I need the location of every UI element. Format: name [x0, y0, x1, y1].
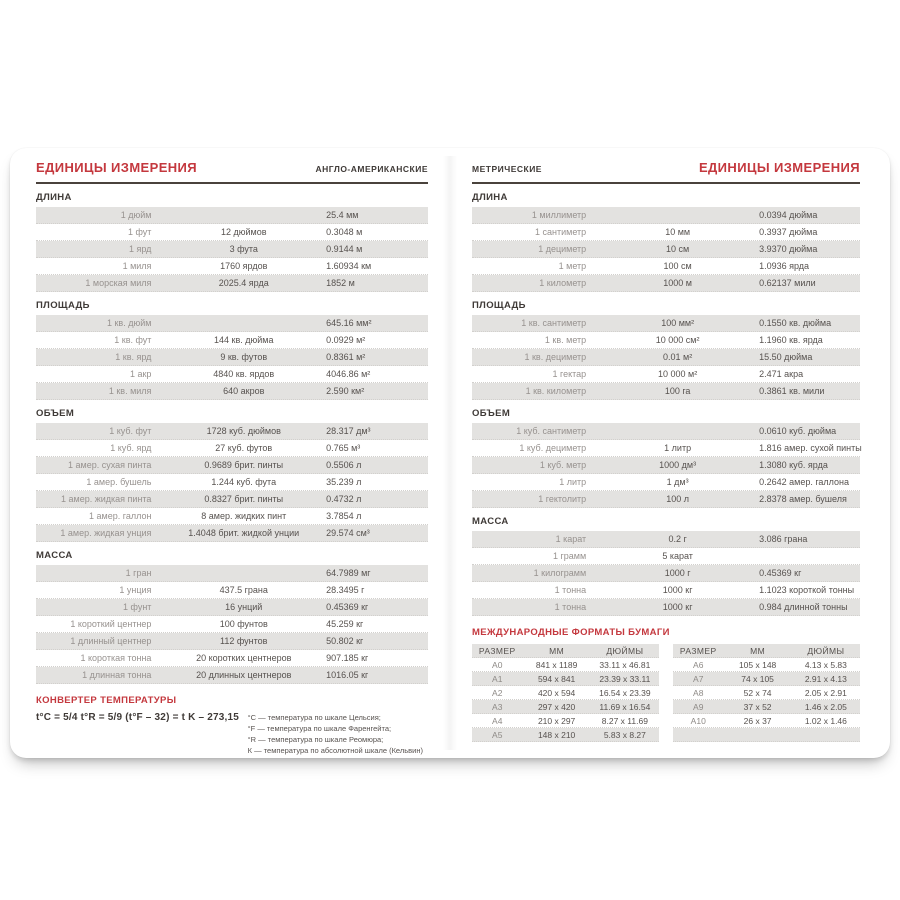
table-row [472, 599, 860, 616]
table-cell: 1.4048 брит. жидкой унции [188, 528, 300, 538]
table-cell: A5 [492, 729, 503, 740]
table-row [36, 616, 428, 633]
table-cell: 1.816 амер. сухой пинты [759, 443, 862, 453]
table-cell: 0.9689 брит. пинты [204, 460, 284, 470]
table-cell: 0.62137 мили [759, 278, 816, 288]
table-cell: 3.7854 л [326, 511, 362, 521]
table-cell: 1 куб. ярд [110, 443, 152, 453]
table-cell: 0.765 м³ [326, 443, 361, 453]
table-row [472, 423, 860, 440]
planner-spread [10, 148, 890, 758]
right-page-header [472, 160, 860, 178]
table-cell: 1 миллиметр [531, 210, 587, 220]
table-row [36, 258, 428, 275]
table-row [472, 224, 860, 241]
table-cell: 0.984 длинной тонны [759, 602, 848, 612]
table-cell: 1 метр [558, 261, 587, 271]
table-row [472, 714, 659, 728]
table-cell: 1.46 x 2.05 [804, 701, 847, 712]
table-cell: A7 [693, 673, 704, 684]
table-cell: 1 куб. метр [539, 460, 587, 470]
table-row [472, 332, 860, 349]
section-volume-metric [472, 408, 860, 508]
right-page [450, 148, 890, 758]
table-cell: 100 см [663, 261, 692, 271]
table-cell: 25.4 мм [326, 210, 359, 220]
table-cell: 5 карат [662, 551, 693, 561]
table-cell: 0.2 г [668, 534, 687, 544]
table-cell: 1 короткая тонна [80, 653, 152, 663]
paper-format-tables [472, 644, 860, 742]
table-cell: 437.5 грана [219, 585, 268, 595]
table-cell: 1 кв. дециметр [524, 352, 587, 362]
section-title: ПЛОЩАДЬ [472, 300, 526, 311]
table-row [472, 241, 860, 258]
table-header-row [472, 644, 659, 658]
section-mass-imperial [36, 550, 428, 684]
section-title: ПЛОЩАДЬ [36, 300, 90, 311]
paper-table-a6-a10 [673, 644, 860, 742]
table-cell: 297 x 420 [537, 701, 576, 712]
table-cell: 1 кв. фут [114, 335, 152, 345]
table-row [673, 714, 860, 728]
right-header-rule [472, 182, 860, 184]
temperature-notes [248, 712, 428, 756]
table-cell: 1.0936 ярда [759, 261, 810, 271]
table-cell: 37 x 52 [743, 701, 772, 712]
table-cell: 1 кв. километр [525, 386, 587, 396]
table-cell: 1.1960 кв. ярда [759, 335, 823, 345]
table-cell: 645.16 мм² [326, 318, 372, 328]
right-page-title: ЕДИНИЦЫ ИЗМЕРЕНИЯ [698, 160, 860, 175]
table-cell: 29.574 см³ [326, 528, 370, 538]
table-cell: 1 дюйм [120, 210, 152, 220]
table-row [472, 531, 860, 548]
table-row [36, 366, 428, 383]
left-page [10, 148, 450, 758]
table-row [36, 440, 428, 457]
table-cell: 1.3080 куб. ярда [759, 460, 828, 470]
table-cell: 1 фут [128, 227, 152, 237]
table-cell: 907.185 кг [326, 653, 369, 663]
table-cell: 10 см [666, 244, 690, 254]
table-cell: 2.8378 амер. бушеля [759, 494, 847, 504]
table-cell: 9 кв. футов [220, 352, 268, 362]
volume-imperial-table [36, 423, 428, 542]
table-cell: 1 гектолитр [538, 494, 587, 504]
table-cell: 50.802 кг [326, 636, 364, 646]
table-cell: 0.2642 амер. галлона [759, 477, 850, 487]
table-cell: 1000 м [663, 278, 692, 288]
table-cell: 20 коротких центнеров [196, 653, 292, 663]
table-row [36, 349, 428, 366]
table-row [472, 315, 860, 332]
table-row [472, 728, 659, 742]
table-cell: 1 морская миля [85, 278, 152, 288]
table-row [673, 700, 860, 714]
temperature-converter-title: КОНВЕРТЕР ТЕМПЕРАТУРЫ [36, 695, 177, 706]
table-cell: 3.9370 дюйма [759, 244, 818, 254]
section-length-metric [472, 192, 860, 292]
table-cell: 1 гран [125, 568, 152, 578]
table-row [472, 258, 860, 275]
table-row [472, 349, 860, 366]
table-cell: 45.259 кг [326, 619, 364, 629]
temperature-converter-body [36, 712, 428, 756]
table-cell: 100 фунтов [219, 619, 268, 629]
table-cell: 1852 м [326, 278, 355, 288]
table-cell: 1 грамм [552, 551, 587, 561]
table-cell: 100 га [664, 386, 691, 396]
table-cell: 16 унций [225, 602, 263, 612]
table-row [36, 582, 428, 599]
table-cell: A3 [492, 701, 503, 712]
table-cell: 112 фунтов [220, 636, 268, 646]
table-row [36, 207, 428, 224]
length-metric-table [472, 207, 860, 292]
table-cell: 1 литр [559, 477, 587, 487]
table-cell: A9 [693, 701, 704, 712]
table-cell: 1 карат [555, 534, 587, 544]
table-row [472, 366, 860, 383]
table-cell: 1 кв. сантиметр [521, 318, 587, 328]
table-cell: 11.69 x 16.54 [599, 701, 651, 712]
table-cell: 26 x 37 [743, 715, 772, 726]
table-row [36, 224, 428, 241]
table-cell: 105 x 148 [738, 659, 777, 670]
paper-formats-title: МЕЖДУНАРОДНЫЕ ФОРМАТЫ БУМАГИ [472, 627, 670, 638]
column-header: РАЗМЕР [679, 645, 717, 656]
table-cell: 1 километр [539, 278, 587, 288]
table-row [472, 686, 659, 700]
table-row [472, 672, 659, 686]
table-cell: 1 дециметр [538, 244, 587, 254]
temperature-note-reaumur: °R — температура по шкале Реомюра; [247, 735, 384, 744]
area-imperial-table [36, 315, 428, 400]
left-header-rule [36, 182, 428, 184]
table-cell: A0 [492, 659, 503, 670]
table-row [36, 332, 428, 349]
table-cell: 0.0929 м² [326, 335, 366, 345]
column-header: РАЗМЕР [478, 645, 516, 656]
table-cell: 2.91 x 4.13 [804, 673, 847, 684]
table-row [472, 440, 860, 457]
table-cell: 1 короткий центнер [70, 619, 152, 629]
table-header-row [673, 644, 860, 658]
table-cell: 640 акров [223, 386, 265, 396]
table-cell: 1.02 x 1.46 [804, 715, 847, 726]
table-cell: 0.0394 дюйма [759, 210, 818, 220]
table-cell: 10 мм [665, 227, 691, 237]
table-cell: 1 дм³ [666, 477, 689, 487]
table-cell: 1 куб. фут [109, 426, 152, 436]
table-row [36, 508, 428, 525]
table-row [36, 315, 428, 332]
table-cell: 2.05 x 2.91 [804, 687, 847, 698]
temperature-formula: t°C = 5/4 t°R = 5/9 (t°F – 32) = t K – 273,15 [36, 712, 240, 723]
table-cell: 1.244 куб. фута [211, 477, 277, 487]
table-cell: A1 [492, 673, 503, 684]
table-row [472, 565, 860, 582]
table-row [36, 525, 428, 542]
table-cell: 1 куб. сантиметр [516, 426, 587, 436]
table-cell: 1000 кг [662, 585, 693, 595]
table-row [673, 686, 860, 700]
table-cell: 27 куб. футов [215, 443, 273, 453]
section-title: ДЛИНА [472, 192, 508, 203]
paper-formats-section [472, 627, 860, 742]
section-mass-metric [472, 516, 860, 616]
section-area-metric [472, 300, 860, 400]
table-cell: 148 x 210 [537, 729, 576, 740]
table-cell: 4.13 x 5.83 [804, 659, 847, 670]
column-header: ММ [750, 645, 766, 656]
section-title: ОБЪЕМ [36, 408, 75, 419]
table-cell: 1728 куб. дюймов [206, 426, 281, 436]
table-cell: 1 фунт [123, 602, 152, 612]
table-cell: 0.3861 кв. мили [759, 386, 825, 396]
table-cell: 23.39 x 33.11 [599, 673, 651, 684]
table-cell: 4840 кв. ярдов [213, 369, 275, 379]
left-page-subtitle: АНГЛО-АМЕРИКАНСКИЕ [315, 164, 428, 174]
table-cell: 210 x 297 [537, 715, 576, 726]
table-row [472, 582, 860, 599]
table-cell: A10 [690, 715, 706, 726]
table-cell: 4046.86 м² [326, 369, 371, 379]
column-header: ДЮЙМЫ [807, 645, 845, 656]
table-cell: 74 x 105 [741, 673, 774, 684]
table-cell: 1 кв. миля [108, 386, 152, 396]
section-title: МАССА [36, 550, 73, 561]
table-cell: 33.11 x 46.81 [599, 659, 651, 670]
paper-table-a0-a5 [472, 644, 659, 742]
table-cell: 1 ярд [129, 244, 152, 254]
table-cell: 420 x 594 [537, 687, 576, 698]
table-cell: 594 x 841 [537, 673, 576, 684]
table-cell: 35.239 л [326, 477, 362, 487]
table-row [36, 667, 428, 684]
table-cell: 2025.4 ярда [218, 278, 269, 288]
table-cell: 20 длинных центнеров [196, 670, 292, 680]
length-imperial-table [36, 207, 428, 292]
table-row [472, 491, 860, 508]
table-cell: 1 амер. галлон [89, 511, 152, 521]
table-cell: 0.5506 л [326, 460, 362, 470]
table-cell: 1 акр [129, 369, 152, 379]
table-row [472, 383, 860, 400]
section-volume-imperial [36, 408, 428, 542]
area-metric-table [472, 315, 860, 400]
table-row [472, 275, 860, 292]
table-cell: 2.590 км² [326, 386, 365, 396]
table-cell: 1 унция [119, 585, 152, 595]
table-row [472, 658, 659, 672]
table-row [36, 241, 428, 258]
right-page-subtitle: МЕТРИЧЕСКИЕ [472, 164, 542, 174]
table-cell: 1 тонна [554, 585, 587, 595]
table-cell: 28.317 дм³ [326, 426, 371, 436]
table-cell: 0.0610 куб. дюйма [759, 426, 837, 436]
table-cell: 0.01 м² [663, 352, 693, 362]
table-cell: 3.086 грана [759, 534, 808, 544]
table-cell: 1000 дм³ [659, 460, 697, 470]
table-cell: 1 длинный центнер [70, 636, 152, 646]
table-cell: 1 кв. метр [544, 335, 587, 345]
table-cell: 1 сантиметр [535, 227, 587, 237]
table-cell: 1 амер. бушель [86, 477, 152, 487]
table-cell: 52 x 74 [743, 687, 772, 698]
section-title: ОБЪЕМ [472, 408, 511, 419]
table-cell: 0.45369 кг [326, 602, 369, 612]
table-cell: 3 фута [229, 244, 258, 254]
table-cell: 1 тонна [554, 602, 587, 612]
table-cell: 100 л [666, 494, 690, 504]
table-cell: 1 куб. дециметр [519, 443, 587, 453]
table-cell: 1 кв. ярд [115, 352, 152, 362]
table-cell: 10 000 см² [655, 335, 700, 345]
table-row [36, 633, 428, 650]
table-cell: 1 килограмм [533, 568, 587, 578]
temperature-note-kelvin: К — температура по абсолютной шкале (Кельвин) [247, 746, 423, 755]
volume-metric-table [472, 423, 860, 508]
table-row [673, 658, 860, 672]
table-cell: 1760 ярдов [220, 261, 268, 271]
table-row [673, 728, 860, 742]
table-cell: 100 мм² [661, 318, 695, 328]
table-cell: 0.9144 м [326, 244, 363, 254]
table-cell: A8 [693, 687, 704, 698]
table-cell: 1 амер. сухая пинта [68, 460, 152, 470]
table-cell: 0.8327 брит. пинты [204, 494, 284, 504]
section-length-imperial [36, 192, 428, 292]
table-row [36, 423, 428, 440]
table-row [472, 548, 860, 565]
table-row [36, 457, 428, 474]
temperature-note-fahrenheit: °F — температура по шкале Фаренгейта; [247, 724, 392, 733]
mass-imperial-table [36, 565, 428, 684]
table-cell: 144 кв. дюйма [214, 335, 274, 345]
table-cell: 12 дюймов [220, 227, 267, 237]
table-cell: 1 амер. жидкая пинта [61, 494, 152, 504]
section-title: ДЛИНА [36, 192, 72, 203]
table-cell: 28.3495 г [326, 585, 365, 595]
table-cell: 0.4732 л [326, 494, 362, 504]
table-cell: 1 литр [664, 443, 692, 453]
table-cell: 1 гектар [552, 369, 587, 379]
table-cell: 1 амер. жидкая унция [60, 528, 152, 538]
table-cell: 0.3937 дюйма [759, 227, 818, 237]
column-header: ДЮЙМЫ [606, 645, 644, 656]
temperature-converter [36, 695, 428, 756]
table-cell: 8 амер. жидких пинт [201, 511, 287, 521]
mass-metric-table [472, 531, 860, 616]
table-cell: 0.45369 кг [759, 568, 802, 578]
table-cell: 1 длинная тонна [82, 670, 152, 680]
table-cell: 2.471 акра [759, 369, 804, 379]
table-cell: A4 [492, 715, 503, 726]
table-row [36, 650, 428, 667]
table-cell: 0.8361 м² [326, 352, 366, 362]
section-title: МАССА [472, 516, 509, 527]
table-cell: 16.54 x 23.39 [599, 687, 651, 698]
table-row [472, 474, 860, 491]
table-cell: 1 кв. дюйм [106, 318, 152, 328]
table-cell: 1.60934 км [326, 261, 372, 271]
table-cell: 1.1023 короткой тонны [759, 585, 855, 595]
table-row [472, 700, 659, 714]
table-row [36, 383, 428, 400]
table-row [36, 275, 428, 292]
table-row [36, 565, 428, 582]
table-cell: 1016.05 кг [326, 670, 369, 680]
table-cell: A2 [492, 687, 503, 698]
table-cell: 0.1550 кв. дюйма [759, 318, 832, 328]
table-row [36, 491, 428, 508]
left-page-header [36, 160, 428, 178]
table-cell: 5.83 x 8.27 [603, 729, 646, 740]
table-row [36, 599, 428, 616]
table-row [472, 457, 860, 474]
table-cell: 10 000 м² [658, 369, 698, 379]
table-cell: 1000 кг [662, 602, 693, 612]
table-cell: A6 [693, 659, 704, 670]
table-row [36, 474, 428, 491]
table-row [673, 672, 860, 686]
table-cell: 64.7989 мг [326, 568, 371, 578]
table-cell: 15.50 дюйма [759, 352, 813, 362]
section-area-imperial [36, 300, 428, 400]
left-page-title: ЕДИНИЦЫ ИЗМЕРЕНИЯ [36, 160, 198, 175]
table-row [472, 207, 860, 224]
column-header: ММ [549, 645, 565, 656]
table-cell: 0.3048 м [326, 227, 363, 237]
temperature-note-celsius: °C — температура по шкале Цельсия; [247, 713, 381, 722]
table-cell: 1000 г [664, 568, 691, 578]
table-cell: 841 x 1189 [535, 659, 578, 670]
table-cell: 8.27 x 11.69 [601, 715, 648, 726]
table-cell: 1 миля [122, 261, 152, 271]
